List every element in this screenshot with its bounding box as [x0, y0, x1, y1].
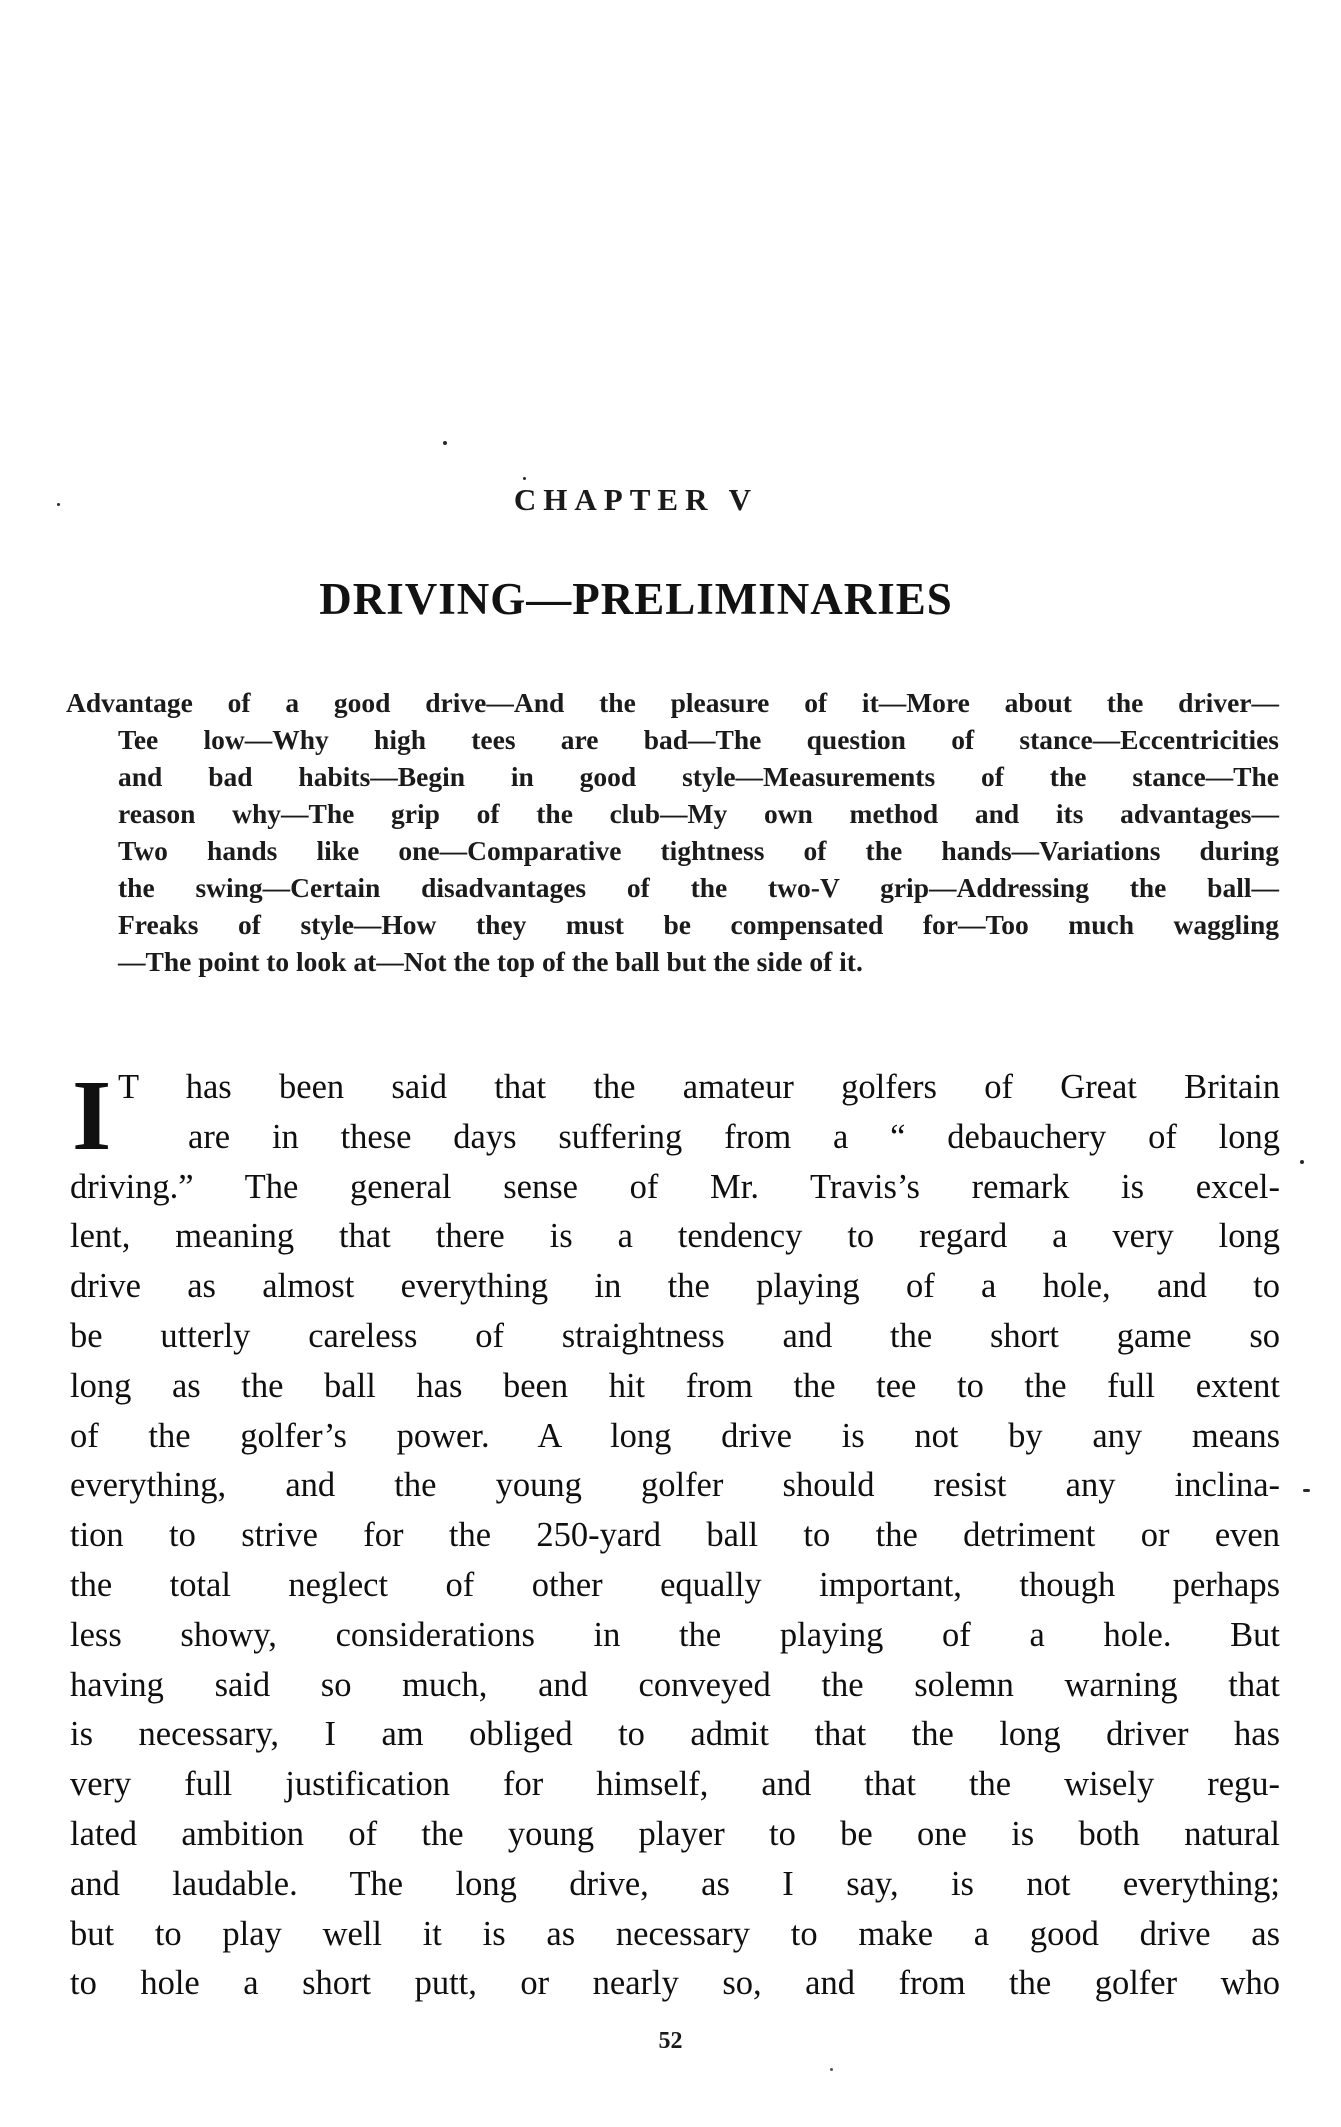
- summary-line: —The point to look at—Not the top of the ball but the side of it.: [118, 946, 863, 977]
- summary-line: reason why—The grip of the club—My own method and its advantages—: [118, 798, 1279, 829]
- scan-speck: [1303, 1489, 1310, 1492]
- body-line: the total neglect of other equally important, though perhaps: [70, 1565, 1280, 1604]
- body-line: long as the ball has been hit from the tee to the full extent: [70, 1366, 1280, 1405]
- body-line: are in these days suffering from a “ debauchery of long: [188, 1117, 1280, 1156]
- chapter-heading: CHAPTER V: [513, 482, 759, 517]
- body-line: driving.” The general sense of Mr. Travis’s remark is excel-: [70, 1167, 1280, 1206]
- body-line: lated ambition of the young player to be one is both natural: [70, 1814, 1280, 1853]
- body-line: and laudable. The long drive, as I say, is not everything;: [70, 1864, 1280, 1903]
- body-line: less showy, considerations in the playing of a hole. But: [70, 1615, 1280, 1654]
- body-line: having said so much, and conveyed the solemn warning that: [70, 1665, 1280, 1704]
- body-line: drive as almost everything in the playing of a hole, and to: [70, 1267, 1280, 1306]
- page-title: DRIVING—PRELIMINARIES: [319, 574, 953, 624]
- scan-speck: [523, 477, 526, 480]
- summary-line: Tee low—Why high tees are bad—The question of stance—Eccentricities: [118, 724, 1279, 755]
- summary-line: Advantage of a good drive—And the pleasure of it—More about the driver—: [66, 687, 1279, 718]
- scan-speck: [57, 503, 60, 506]
- page-number-row: [0, 2028, 1341, 2055]
- body-line: but to play well it is as necessary to make a good drive as: [70, 1914, 1280, 1953]
- summary-line: Two hands like one—Comparative tightness of the hands—Variations during: [118, 835, 1279, 866]
- summary-line: the swing—Certain disadvantages of the two-V grip—Addressing the ball—: [118, 872, 1279, 903]
- summary-line: Freaks of style—How they must be compensated for—Too much waggling: [118, 909, 1279, 940]
- page-number: 52: [658, 2028, 683, 2054]
- body-line: very full justification for himself, and that the wisely regu-: [70, 1765, 1280, 1804]
- body-line: tion to strive for the 250-yard ball to the detriment or even: [70, 1516, 1280, 1555]
- body-line: everything, and the young golfer should resist any inclina-: [70, 1466, 1280, 1505]
- dropcap-initial: I: [72, 1059, 112, 1171]
- body-line: to hole a short putt, or nearly so, and from the golfer who: [70, 1964, 1280, 2003]
- body-line: of the golfer’s power. A long drive is not by any means: [70, 1416, 1280, 1455]
- scan-speck: [1300, 1160, 1304, 1164]
- summary-line: and bad habits—Begin in good style—Measurements of the stance—The: [118, 761, 1279, 792]
- body-line: T has been said that the amateur golfers of Great Britain: [118, 1068, 1280, 1106]
- body-line: be utterly careless of straightness and the short game so: [70, 1316, 1280, 1355]
- body-line: is necessary, I am obliged to admit that the long driver has: [70, 1715, 1280, 1754]
- chapter-summary: [66, 684, 1279, 980]
- scan-speck: [830, 2068, 833, 2071]
- scan-speck: [443, 441, 447, 445]
- body-paragraph: [70, 1059, 1280, 2009]
- body-line: lent, meaning that there is a tendency to regard a very long: [70, 1217, 1280, 1256]
